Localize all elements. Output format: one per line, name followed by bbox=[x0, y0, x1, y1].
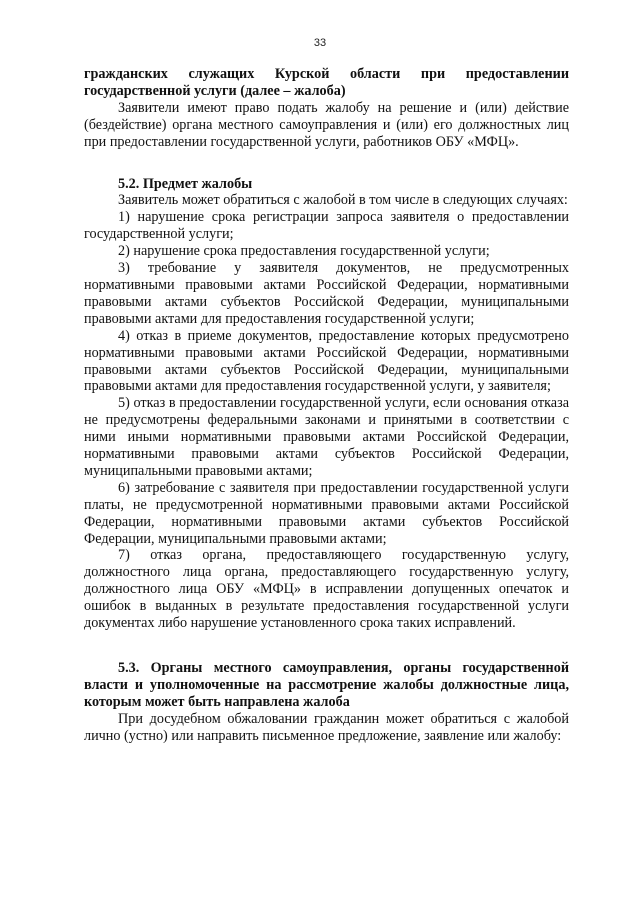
section-5-3-paragraph: При досудебном обжаловании гражданин может обратиться с жалобой лично (устно) или направить письменное предложение, заявление или жалобу: bbox=[84, 710, 569, 744]
intro-paragraph: Заявители имеют право подать жалобу на решение и (или) действие (бездействие) органа местного самоуправления и (или) его должностных лиц при предоставлении государственной услуги, работников ОБУ «МФЦ». bbox=[84, 99, 569, 150]
list-item-3: 3) требование у заявителя документов, не предусмотренных нормативными правовыми актами Российской Федерации, нормативными правовыми актами субъектов Российской Федерации, муниципальными правовыми актами для предоставления государственной услуги; bbox=[84, 260, 569, 327]
page-content bbox=[84, 66, 569, 745]
list-item-4: 4) отказ в приеме документов, предоставление которых предусмотрено нормативными правовыми актами Российской Федерации, нормативными правовыми актами субъектов Российской Федерации, муниципальными правовыми актами для предоставления государственной услуги, у заявителя; bbox=[84, 327, 569, 395]
list-item-5: 5) отказ в предоставлении государственной услуги, если основания отказа не предусмотрены федеральными законами и принятыми в соответствии с ними иными нормативными правовыми актами Российской Федерации, нормативными правовыми актами субъектов Российской Федерации, муниципальными правовыми актами; bbox=[84, 395, 569, 479]
section-5-2-heading: 5.2. Предмет жалобы bbox=[118, 175, 253, 192]
section-5-2-lead: Заявитель может обратиться с жалобой в том числе в следующих случаях: bbox=[118, 192, 568, 209]
list-item-6: 6) затребование с заявителя при предоставлении государственной услуги платы, не предусмотренной нормативными правовыми актами Российской Федерации, нормативными правовыми актами субъектов Российской Федерации, муниципальными правовыми актами; bbox=[84, 479, 569, 547]
list-item-2: 2) нарушение срока предоставления государственной услуги; bbox=[118, 243, 490, 260]
section-5-3-heading: 5.3. Органы местного самоуправления, органы государственной власти и уполномоченные на рассмотрение жалобы должностные лица, которым может быть направлена жалоба bbox=[84, 660, 569, 710]
list-item-7: 7) отказ органа, предоставляющего государственную услугу, должностного лица органа, предоставляющего государственную услугу, должностного лица ОБУ «МФЦ» в исправлении допущенных опечаток и ошибок в выданных в результате предоставления государственной услуги документах либо нарушение установленного срока таких исправлений. bbox=[84, 547, 569, 632]
section-heading-continued: гражданских служащих Курской области при предоставлении государственной услуги (далее – жалоба) bbox=[84, 66, 569, 99]
list-item-1: 1) нарушение срока регистрации запроса заявителя о предоставлении государственной услуги; bbox=[84, 209, 569, 243]
page-number: 33 bbox=[313, 37, 327, 49]
